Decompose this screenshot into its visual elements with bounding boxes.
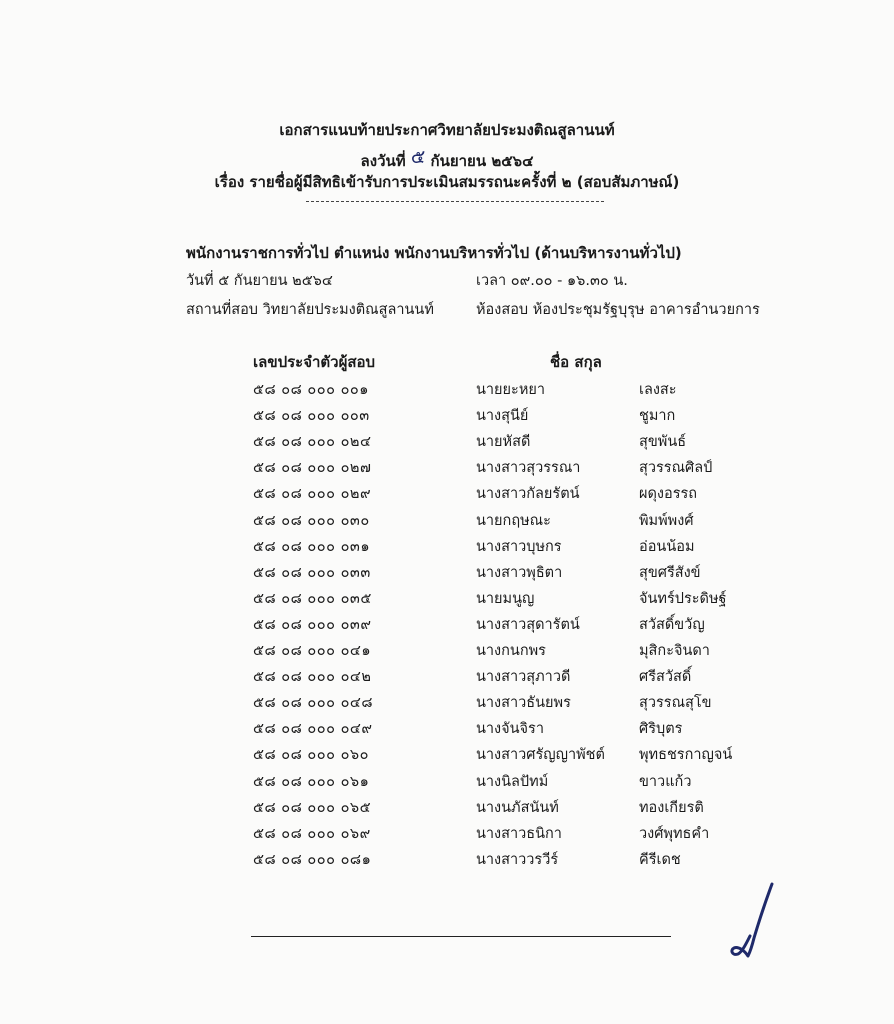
- candidate-last-name: สุขศรีสังข์: [639, 564, 701, 581]
- candidate-id: ๕๘ ๐๘ ๐๐๐ ๐๔๑: [253, 643, 372, 659]
- candidate-last-name: ชูมาก: [639, 408, 676, 425]
- table-row: [0, 561, 894, 587]
- exam-room: ห้องสอบ ห้องประชุมรัฐบุรุษ อาคารอำนวยการ: [476, 302, 760, 318]
- candidate-first-name: นางนิลปัทม์: [476, 773, 549, 790]
- candidate-last-name: ผดุงอรรถ: [639, 486, 698, 503]
- candidate-id: ๕๘ ๐๘ ๐๐๐ ๐๐๓: [253, 408, 370, 425]
- candidate-first-name: นางสาวธันยพร: [476, 695, 571, 712]
- column-header-name: ชื่อ สกุล: [550, 353, 602, 371]
- candidate-id: ๕๘ ๐๘ ๐๐๐ ๐๓๓: [253, 564, 371, 581]
- candidate-last-name: ทองเกียรติ: [639, 799, 704, 816]
- candidate-first-name: นางสาวบุษกร: [476, 538, 562, 555]
- table-row: [0, 587, 894, 613]
- table-row: [0, 378, 894, 404]
- header-date-prefix: ลงวันที่: [360, 152, 406, 170]
- candidate-first-name: นางสาวพุธิตา: [476, 564, 563, 581]
- dashed-divider: [306, 201, 604, 202]
- candidate-id: ๕๘ ๐๘ ๐๐๐ ๐๒๗: [253, 460, 372, 477]
- table-row: [0, 613, 894, 639]
- table-row: [0, 796, 894, 822]
- section-title: พนักงานราชการทั่วไป ตำแหน่ง พนักงานบริหารทั่วไป (ด้านบริหารงานทั่วไป): [186, 244, 682, 262]
- table-row: [0, 456, 894, 482]
- candidate-first-name: นางสาวสุดารัตน์: [476, 616, 580, 633]
- column-header-id: เลขประจำตัวผู้สอบ: [253, 353, 376, 371]
- table-row: [0, 482, 894, 508]
- candidate-id: ๕๘ ๐๘ ๐๐๐ ๐๘๑: [253, 851, 372, 868]
- candidate-last-name: ศรีสวัสดิ์: [639, 669, 692, 686]
- candidate-id: ๕๘ ๐๘ ๐๐๐ ๐๖๕: [253, 799, 372, 816]
- candidate-id: ๕๘ ๐๘ ๐๐๐ ๐๓๙: [253, 616, 372, 633]
- candidate-last-name: ขาวแก้ว: [639, 773, 692, 790]
- table-row: [0, 430, 894, 456]
- header-subject: เรื่อง รายชื่อผู้มีสิทธิเข้ารับการประเมินสมรรถนะครั้งที่ ๒ (สอบสัมภาษณ์): [214, 173, 680, 191]
- candidate-last-name: สุวรรณสุโข: [639, 695, 712, 712]
- candidate-id: ๕๘ ๐๘ ๐๐๐ ๐๖๐: [253, 747, 369, 764]
- table-row: [0, 535, 894, 561]
- candidate-first-name: นางจันจิรา: [476, 721, 544, 738]
- table-row: [0, 717, 894, 743]
- candidate-id: ๕๘ ๐๘ ๐๐๐ ๐๔๙: [253, 721, 373, 738]
- handwritten-day: ๕: [410, 146, 426, 168]
- candidate-id: ๕๘ ๐๘ ๐๐๐ ๐๖๙: [253, 825, 371, 842]
- exam-venue: สถานที่สอบ วิทยาลัยประมงติณสูลานนท์: [186, 302, 434, 318]
- candidate-id: ๕๘ ๐๘ ๐๐๐ ๐๒๙: [253, 486, 372, 503]
- candidate-last-name: จันทร์ประดิษฐ์: [639, 590, 727, 607]
- candidate-last-name: ศิริบุตร: [639, 721, 683, 738]
- candidate-last-name: สวัสดิ์ขวัญ: [639, 616, 705, 633]
- candidate-first-name: นางสาวกัลยรัตน์: [476, 486, 580, 503]
- candidate-id: ๕๘ ๐๘ ๐๐๐ ๐๖๑: [253, 773, 370, 790]
- table-row: [0, 848, 894, 874]
- exam-time: เวลา ๐๙.๐๐ - ๑๖.๓๐ น.: [476, 273, 628, 289]
- exam-date: วันที่ ๕ กันยายน ๒๕๖๔: [186, 273, 333, 289]
- bottom-rule: [251, 936, 671, 937]
- candidate-id: ๕๘ ๐๘ ๐๐๐ ๐๒๔: [253, 434, 372, 451]
- candidate-first-name: นางสาวศรัญญาพัชต์: [476, 747, 605, 764]
- candidate-first-name: นายมนูญ: [476, 590, 535, 607]
- candidate-first-name: นายหัสดี: [476, 434, 531, 451]
- candidate-first-name: นายกฤษณะ: [476, 512, 551, 529]
- table-row: [0, 822, 894, 848]
- table-row: [0, 509, 894, 535]
- candidate-first-name: นางสาววรวีร์: [476, 851, 559, 868]
- candidate-first-name: นางกนกพร: [476, 643, 546, 659]
- candidate-last-name: อ่อนน้อม: [639, 538, 695, 555]
- candidate-last-name: พิมพ์พงศ์: [639, 512, 694, 529]
- candidate-last-name: มุสิกะจินดา: [639, 643, 710, 659]
- candidate-first-name: นางสาวสุวรรณา: [476, 460, 581, 477]
- candidate-last-name: สุวรรณศิลป์: [639, 460, 713, 477]
- candidate-id: ๕๘ ๐๘ ๐๐๐ ๐๓๑: [253, 538, 371, 555]
- candidate-id: ๕๘ ๐๘ ๐๐๐ ๐๔๘: [253, 695, 374, 712]
- table-row: [0, 691, 894, 717]
- table-row: [0, 639, 894, 665]
- candidate-last-name: สุขพันธ์: [639, 434, 687, 451]
- candidate-first-name: นางนภัสนันท์: [476, 799, 559, 816]
- table-row: [0, 665, 894, 691]
- candidate-last-name: คีรีเดช: [639, 851, 681, 868]
- candidate-last-name: พุทธชรกาญจน์: [639, 747, 733, 764]
- header-date-suffix: กันยายน ๒๕๖๔: [430, 152, 534, 170]
- candidate-last-name: เลงสะ: [639, 382, 677, 398]
- candidate-first-name: นายยะหยา: [476, 382, 546, 398]
- candidate-first-name: นางสุนีย์: [476, 408, 529, 425]
- candidate-last-name: วงศ์พุทธคำ: [639, 825, 710, 842]
- header-line-1: เอกสารแนบท้ายประกาศวิทยาลัยประมงติณสูลานนท์: [279, 121, 615, 139]
- table-row: [0, 770, 894, 796]
- candidate-first-name: นางสาวสุภาวดี: [476, 669, 571, 686]
- candidate-id: ๕๘ ๐๘ ๐๐๐ ๐๓๕: [253, 590, 372, 607]
- table-row: [0, 404, 894, 430]
- signature-mark: [720, 880, 780, 960]
- candidate-id: ๕๘ ๐๘ ๐๐๐ ๐๐๑: [253, 382, 369, 398]
- candidate-id: ๕๘ ๐๘ ๐๐๐ ๐๓๐: [253, 512, 370, 529]
- candidate-first-name: นางสาวธนิกา: [476, 825, 562, 842]
- table-row: [0, 743, 894, 769]
- candidate-id: ๕๘ ๐๘ ๐๐๐ ๐๔๒: [253, 669, 372, 686]
